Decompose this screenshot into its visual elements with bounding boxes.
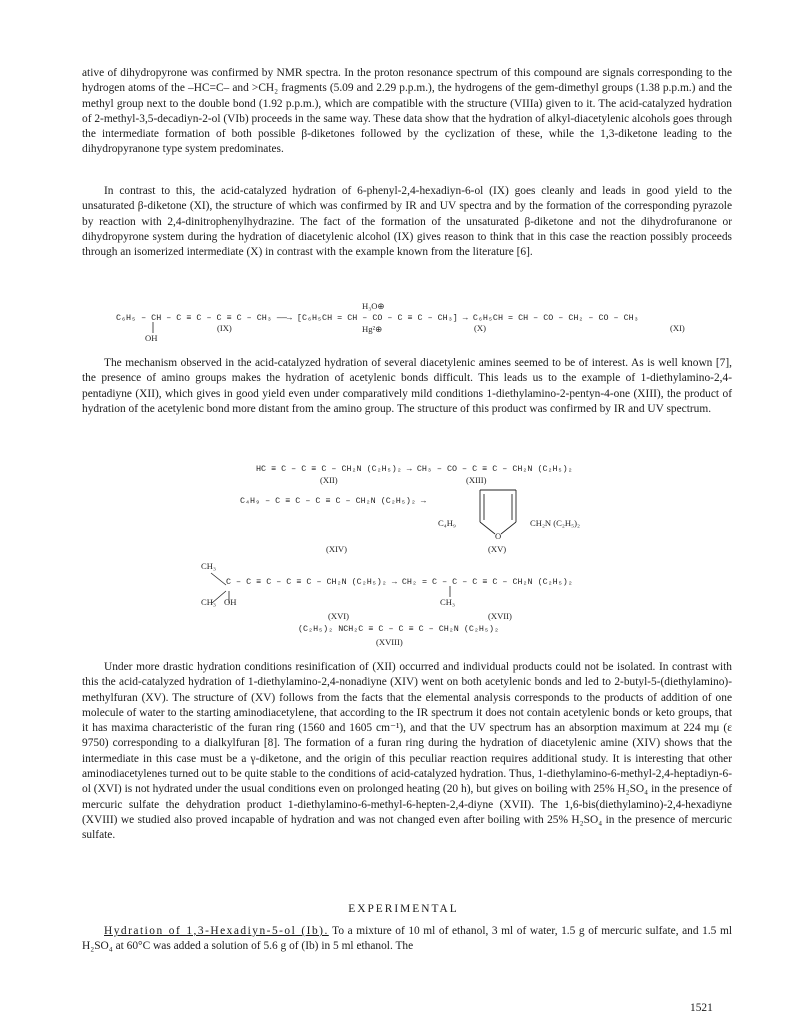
page-number: 1521 <box>690 1002 713 1014</box>
section-heading-experimental: EXPERIMENTAL <box>348 903 459 915</box>
furan-butyl: C₄H₉ <box>438 518 456 528</box>
paragraph-drastic-hydration: Under more drastic hydration conditions resinification of (XII) occurred and individual products could not be isolated. In contrast with this the acid-catalyzed hydration of 1-diethylamino-2,4-nonadiyne (XIV) went on both acetylenic bonds and led to 2-butyl-5-(diethylamino)-methylfuran (XV). The structure of (XV) follows from the facts that the elemental analysis corresponds to the products of addition of one molecule of water to the starting aminodiacetylene, that according to the IR spectrum it does not contain acetylenic bonds or keto groups, that it has maxima characteristic of the furan ring (1560 and 1605 cm⁻¹), and that the UV spectrum has an absorption maximum at 224 mμ (ε 9750) corresponding to a dialkylfuran [8]. The formation of a furan ring during the hydration of diacetylenic amine (XIV) shows that the intermediate in this case must be a γ-diketone, and the origin of this peculiar reaction requires additional study. It is interesting that other aminodiacetylenes turned out to be quite stable to the conditions of acid-catalyzed hydration. Thus, 1-diethylamino-6-methyl-2,4-heptadiyn-6-ol (XVI) is not hydrated under the usual conditions even on prolonged heating (20 h), but gives on boiling with 25% H₂SO₄ in the presence of mercuric sulfate the dehydration product 1-diethylamino-6-methyl-6-hepten-2,4-diyne (XVII). The 1,6-bis(diethylamino)-2,4-hexadiyne (XVIII) we studied also proved incapable of hydration and was not changed even after boiling with 25% H₂SO₄ in the presence of mercuric sulfate. <box>82 661 732 842</box>
methyl-left: CH₃ <box>201 597 216 607</box>
paragraph-dihydropyrone: ative of dihydropyrone was confirmed by NMR spectra. In the proton resonance spectrum of this compound are signals corresponding to the hydrogen atoms of the –HC=C– and >CH₂ fragments (5.09 and 2.29 p.p.m.), the hydrogens of the gem-dimethyl groups (1.38 p.p.m.) and the methyl group next to the double bond (1.92 p.p.m.), which are compatible with the structure (VIIIa) given to it. The acid-catalyzed hydration of 2-methyl-3,5-decadiyn-2-ol (VIb) proceeds in the same way. These data show that the hydration of alkyl-diacetylenic alcohols goes through the intermediate formation of both possible β-diketones followed by the cyclization of these, while the 1,3-diketone leading to the dihydropyranone type system predominates. <box>82 67 733 156</box>
oh-group: OH <box>145 333 158 343</box>
procedure-text: To a mixture of 10 ml of ethanol, 3 ml of water, 1.5 g of mercuric sulfate, and 1.5 ml H₂SO₄ at 60°C was added a solution of 5.6 g of (Ib) in 5 ml ethanol. The <box>82 925 732 953</box>
paragraph-experimental <box>82 924 732 955</box>
label-ix: (IX) <box>217 323 232 333</box>
furan-aminomethyl: CH₂N (C₂H₅)₂ <box>530 518 580 528</box>
label-xviii: (XVIII) <box>376 637 403 647</box>
methyl-right: CH₃ <box>440 597 455 607</box>
label-xv: (XV) <box>488 544 507 554</box>
reagent-hg: Hg²⊕ <box>362 324 383 334</box>
reagent-h3o: H₃O⊕ <box>362 301 385 311</box>
methyl-top: CH₃ <box>201 561 216 571</box>
hydroxyl-group: OH <box>224 597 237 607</box>
equation-xii-xiii: HC ≡ C – C ≡ C – CH₂N (C₂H₅)₂ → CH₃ – CO – C ≡ C – CH₂N (C₂H₅)₂ <box>256 464 573 474</box>
equation-xviii: (C₂H₅)₂ NCH₂C ≡ C – C ≡ C – CH₂N (C₂H₅)₂ <box>298 624 500 634</box>
label-xii: (XII) <box>320 475 338 485</box>
furan-oxygen: O <box>495 531 502 541</box>
label-xvii: (XVII) <box>488 611 512 621</box>
label-xiv: (XIV) <box>326 544 347 554</box>
procedure-title: Hydration of 1,3-Hexadiyn-5-ol (Ib). <box>104 925 329 937</box>
equation-xiv: C₄H₉ – C ≡ C – C ≡ C – CH₂N (C₂H₅)₂ → <box>240 496 426 506</box>
label-xi: (XI) <box>670 323 685 333</box>
label-x: (X) <box>474 323 486 333</box>
label-xiii: (XIII) <box>466 475 487 485</box>
equation-xvi-xvii: C – C ≡ C – C ≡ C – CH₂N (C₂H₅)₂ → CH₂ = C – C – C ≡ C – CH₂N (C₂H₅)₂ <box>226 577 573 587</box>
label-xvi: (XVI) <box>328 611 349 621</box>
paragraph-phenyl-hydration: In contrast to this, the acid-catalyzed hydration of 6-phenyl-2,4-hexadiyn-6-ol (IX) goes cleanly and leads in good yield to the unsaturated β-diketone (XI), the structure of which was confirmed by IR and UV spectra and by the formation of the corresponding pyrazole by reaction with 2,4-dinitrophenylhydrazine. The fact of the formation of the unsaturated β-diketone and not the dihydrofuranone or dihydropyrone system during the hydration of diacetylenic alcohol (IX) gives reason to think that in this case the reaction possibly proceeds through an isomerized intermediate (X) in contrast with the example known from the literature [6]. <box>82 185 732 259</box>
paragraph-amines: The mechanism observed in the acid-catalyzed hydration of several diacetylenic amines seemed to be of interest. As is well known [7], the presence of amino groups makes the hydration of acetylenic bonds difficult. This leads us to the example of 1-diethylamino-2,4-pentadiyne (XII), which gives in good yield even under comparatively mild conditions 1-diethylamino-2-pentyn-4-one (XIII), the product of hydration of the acetylenic bond more distant from the amino group. The structure of this product was confirmed by IR and UV spectrum. <box>82 357 732 415</box>
scheme1-equation: C₆H₅ – CH – C ≡ C – C ≡ C – CH₃ ——→ [C₆H₅CH = CH – CO – C ≡ C – CH₃] → C₆H₅CH = CH – CO – CH₂ – CO – CH₃ <box>116 313 639 323</box>
